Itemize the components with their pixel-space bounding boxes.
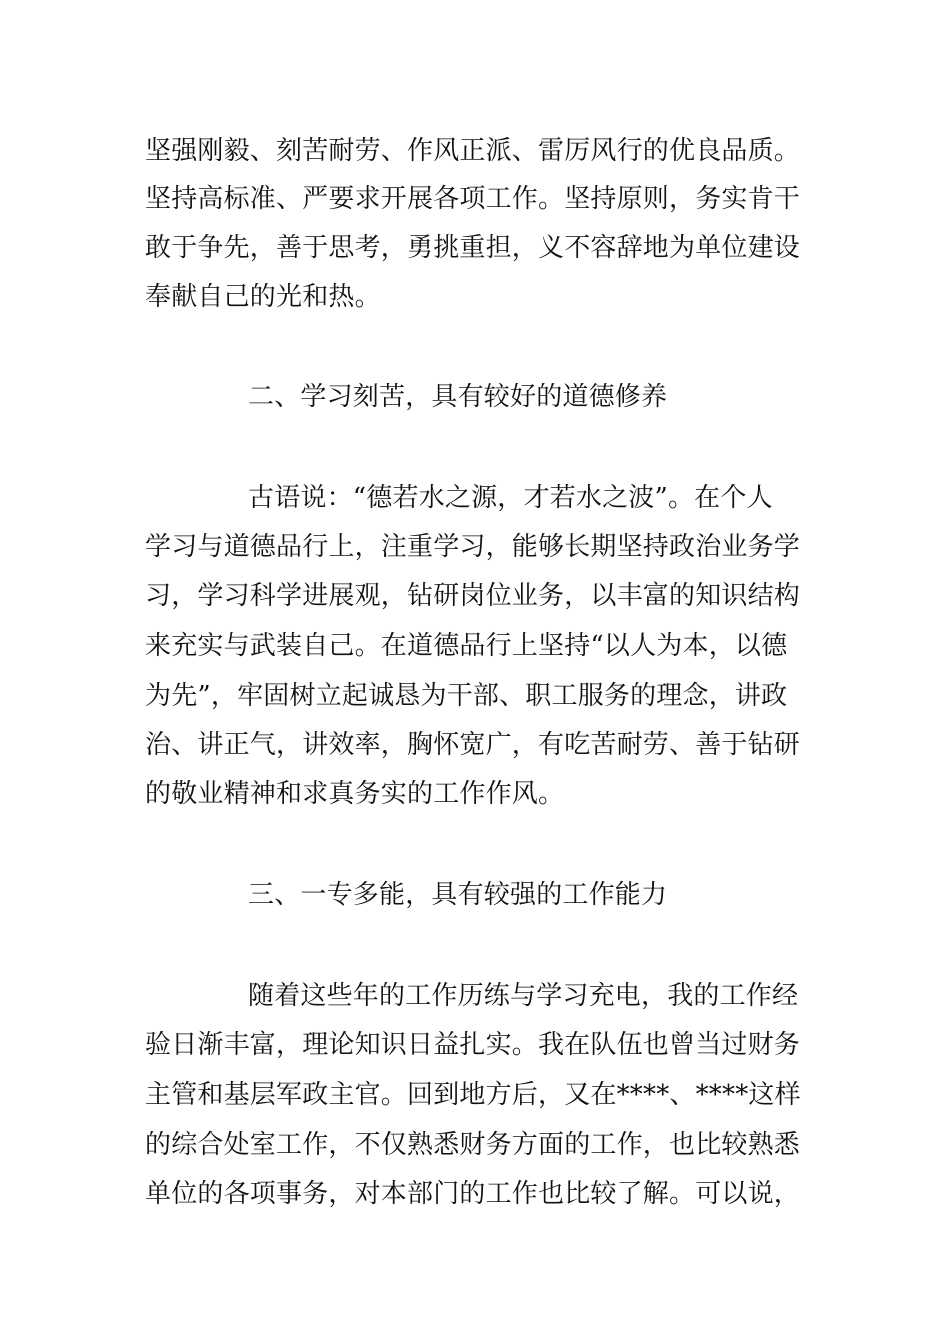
paragraph-2-line-3: 习，学习科学进展观，钻研岗位业务，以丰富的知识结构 bbox=[145, 581, 801, 611]
paragraph-2-line-1: 古语说：“德若水之源，才若水之波”。在个人 bbox=[248, 483, 773, 513]
paragraph-1-line-1: 坚强刚毅、刻苦耐劳、作风正派、雷厉风行的优良品质。 bbox=[145, 136, 801, 166]
paragraph-3-line-2: 验日渐丰富，理论知识日益扎实。我在队伍也曾当过财务 bbox=[145, 1030, 801, 1060]
paragraph-1-line-2: 坚持高标准、严要求开展各项工作。坚持原则，务实肯干 bbox=[145, 184, 801, 214]
section-heading-3: 三、一专多能，具有较强的工作能力 bbox=[248, 880, 668, 910]
paragraph-3-line-5: 单位的各项事务，对本部门的工作也比较了解。可以说， bbox=[145, 1179, 801, 1209]
paragraph-2-line-7: 的敬业精神和求真务实的工作作风。 bbox=[145, 779, 565, 809]
paragraph-3-line-4: 的综合处室工作，不仅熟悉财务方面的工作，也比较熟悉 bbox=[145, 1130, 801, 1160]
paragraph-2-line-5: 为先”，牢固树立起诚恳为干部、职工服务的理念，讲政 bbox=[145, 681, 788, 711]
section-heading-2: 二、学习刻苦，具有较好的道德修养 bbox=[248, 382, 668, 412]
paragraph-2-line-4: 来充实与武装自己。在道德品行上坚持“以人为本，以德 bbox=[145, 631, 788, 661]
paragraph-3-line-1: 随着这些年的工作历练与学习充电，我的工作经 bbox=[248, 981, 799, 1011]
paragraph-2-line-6: 治、讲正气，讲效率，胸怀宽广，有吃苦耐劳、善于钻研 bbox=[145, 730, 801, 760]
paragraph-1-line-3: 敢于争先，善于思考，勇挑重担，义不容辞地为单位建设 bbox=[145, 233, 801, 263]
paragraph-3-line-3: 主管和基层军政主官。回到地方后，又在****、****这样 bbox=[145, 1080, 801, 1110]
paragraph-1-line-4: 奉献自己的光和热。 bbox=[145, 282, 381, 312]
paragraph-2-line-2: 学习与道德品行上，注重学习，能够长期坚持政治业务学 bbox=[145, 532, 801, 562]
